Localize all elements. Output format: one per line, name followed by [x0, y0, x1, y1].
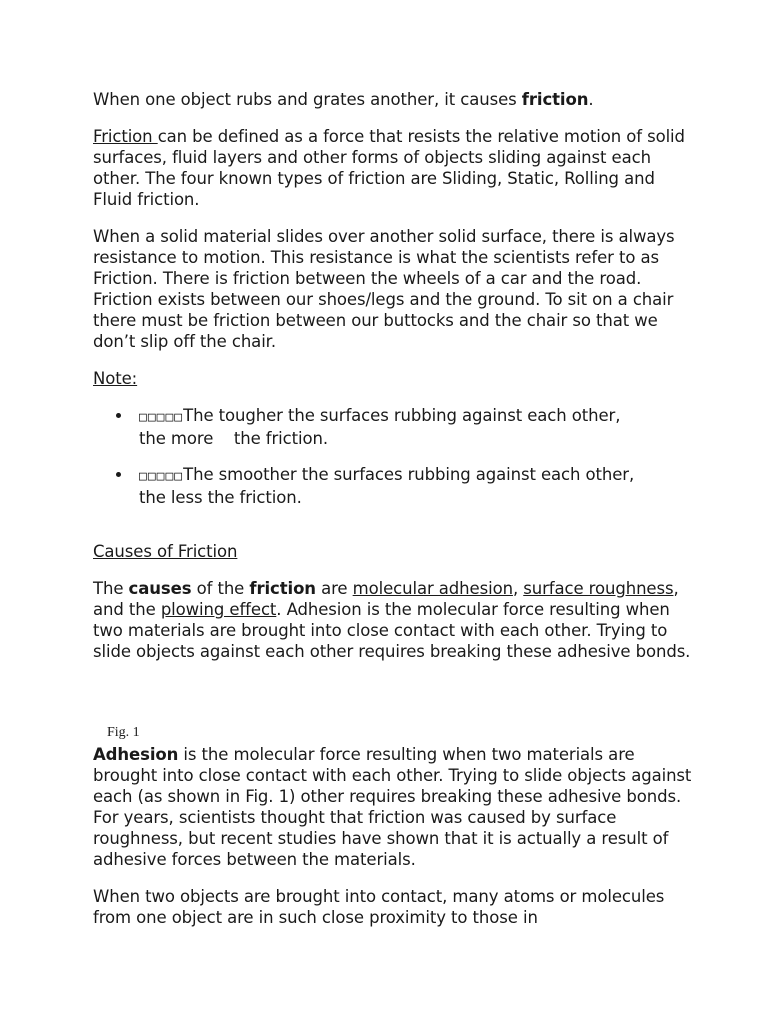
causes-underlined: surface roughness: [523, 579, 674, 598]
definition-paragraph: [93, 126, 693, 210]
bullet-dot: [116, 472, 121, 477]
note-line-2: the less the friction.: [139, 488, 302, 507]
notes-list: [93, 405, 693, 523]
adhesion-text: is the molecular force resulting when two materials are brought into close contact with each other. Trying to slide objects against each (as shown in Fig. 1) other requires breaking these adhesive bonds. For years, scientists thought that friction was caused by surface roughness, but recent studies have shown that it is actually a result of adhesive forces between the materials.: [93, 745, 692, 869]
note-item: [93, 464, 693, 508]
intro-bold-term: friction: [521, 90, 589, 109]
note-line-1: The tougher the surfaces rubbing against each other,: [183, 406, 621, 425]
section-heading: Causes of Friction: [93, 542, 238, 561]
adhesion-bold-term: Adhesion: [93, 745, 179, 764]
contact-paragraph: When two objects are brought into contact, many atoms or molecules from one object are in such close proximity to those in: [93, 887, 665, 927]
causes-text: , and the: [93, 579, 679, 619]
causes-bold: friction: [249, 579, 316, 598]
causes-text: are: [315, 579, 353, 598]
causes-underlined: molecular adhesion: [352, 579, 513, 598]
placeholder-glyphs: □□□□□: [139, 410, 184, 425]
causes-text: ,: [512, 579, 524, 598]
intro-end: .: [588, 90, 594, 109]
note-line-2: the more the friction.: [139, 429, 328, 448]
causes-text: of the: [191, 579, 250, 598]
causes-underlined: plowing effect: [160, 600, 277, 619]
figure-label: Fig. 1: [107, 725, 140, 740]
note-line-1: The smoother the surfaces rubbing against each other,: [183, 465, 635, 484]
intro-paragraph: [93, 89, 693, 110]
bullet-dot: [116, 413, 121, 418]
causes-text: The: [93, 579, 129, 598]
note-item: [93, 405, 693, 449]
note-label: Note:: [93, 369, 138, 388]
causes-text: . Adhesion is the molecular force resulting when two materials are brought into close contact with each other. Trying to slide objects against each other requires breaking these adhesive bonds.: [93, 600, 691, 661]
definition-text: can be defined as a force that resists the relative motion of solid surfaces, fluid layers and other forms of objects sliding against each other. The four known types of friction are Sliding, Static, Rolling and Fluid friction.: [93, 127, 685, 209]
resistance-paragraph: When a solid material slides over another solid surface, there is always resistance to motion. This resistance is what the scientists refer to as Friction. There is friction between the wheels of a car and the road. Friction exists between our shoes/legs and the ground. To sit on a chair there must be friction between our buttocks and the chair so that we don’t slip off the chair.: [93, 227, 675, 351]
intro-text: When one object rubs and grates another, it causes: [93, 90, 522, 109]
causes-bold: causes: [128, 579, 192, 598]
placeholder-glyphs: □□□□□: [139, 469, 184, 484]
causes-paragraph: [93, 578, 693, 662]
adhesion-paragraph: [93, 744, 693, 870]
definition-term: Friction: [93, 127, 158, 146]
